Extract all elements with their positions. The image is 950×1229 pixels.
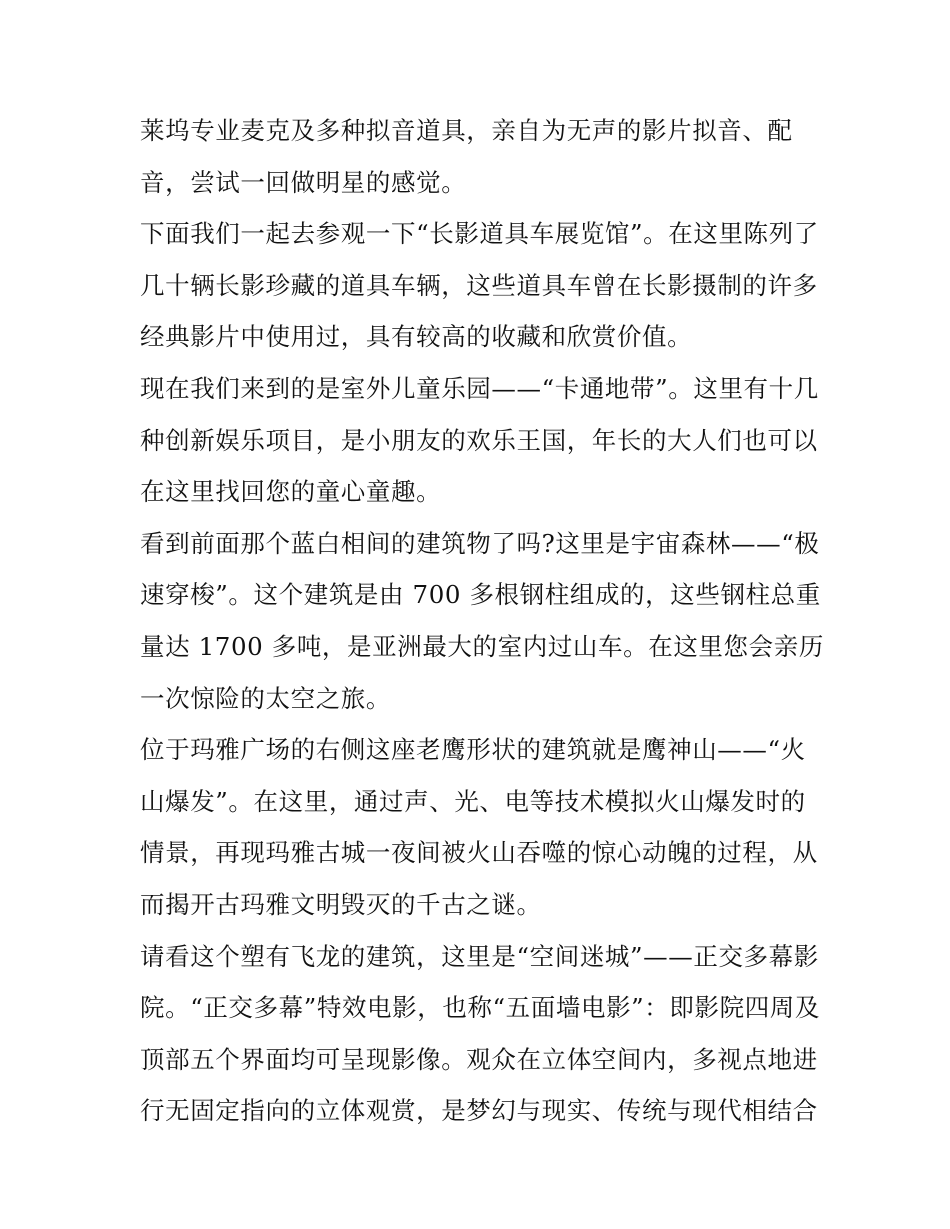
- text-line: 情景，再现玛雅古城一夜间被火山吞噬的惊心动魄的过程，从: [140, 838, 818, 868]
- text-line: 速穿梭”。这个建筑是由 700 多根钢柱组成的，这些钢柱总重: [140, 580, 821, 610]
- text-line: 在这里找回您的童心童趣。: [140, 477, 442, 507]
- text-line: 顶部五个界面均可呈现影像。观众在立体空间内，多视点地进: [140, 1044, 818, 1074]
- text-line: 莱坞专业麦克及多种拟音道具，亲自为无声的影片拟音、配: [140, 116, 793, 145]
- text-line: 经典影片中使用过，具有较高的收藏和欣赏价值。: [140, 322, 693, 352]
- text-line: 量达 1700 多吨，是亚洲最大的室内过山车。在这里您会亲历: [140, 631, 824, 661]
- text-line: 看到前面那个蓝白相间的建筑物了吗?这里是宇宙森林——“极: [140, 528, 820, 558]
- text-line: 而揭开古玛雅文明毁灭的千古之谜。: [140, 889, 542, 919]
- text-line: 下面我们一起去参观一下“长影道具车展览馆”。在这里陈列了: [140, 219, 819, 249]
- text-line: 请看这个塑有飞龙的建筑，这里是“空间迷城”——正交多幕影: [140, 941, 819, 971]
- text-line: 行无固定指向的立体观赏，是梦幻与现实、传统与现代相结合: [140, 1096, 818, 1126]
- text-line: 几十辆长影珍藏的道具车辆，这些道具车曾在长影摄制的许多: [140, 270, 818, 300]
- document-body: [140, 105, 830, 1137]
- text-line: 音，尝试一回做明星的感觉。: [140, 167, 467, 197]
- text-line: 种创新娱乐项目，是小朋友的欢乐王国，年长的大人们也可以: [140, 425, 818, 455]
- text-line: 位于玛雅广场的右侧这座老鹰形状的建筑就是鹰神山——“火: [140, 735, 806, 765]
- text-line: 院。“正交多幕”特效电影，也称“五面墙电影”：即影院四周及: [140, 993, 820, 1023]
- text-line: 一次惊险的太空之旅。: [140, 683, 391, 713]
- text-line: 山爆发”。在这里，通过声、光、电等技术模拟火山爆发时的: [140, 786, 806, 816]
- text-line: 现在我们来到的是室外儿童乐园——“卡通地带”。这里有十几: [140, 373, 819, 403]
